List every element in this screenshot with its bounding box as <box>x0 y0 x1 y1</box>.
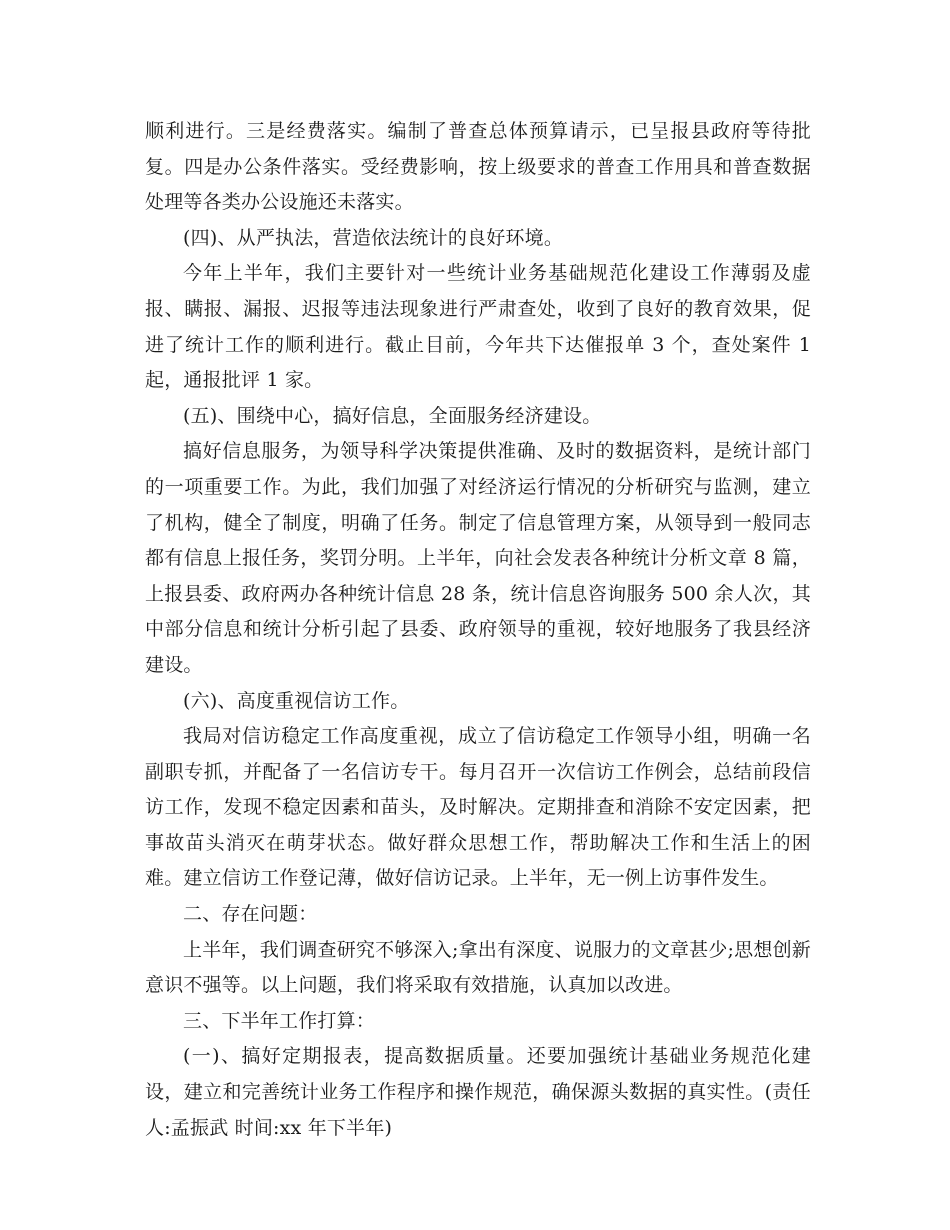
section-heading-5: (五)、围绕中心，搞好信息，全面服务经济建设。 <box>183 404 602 427</box>
paragraph-petition-work: 我局对信访稳定工作高度重视，成立了信访稳定工作领导小组，明确一名副职专抓，并配备了一名信访专干。每月召开一次信访工作例会，总结前段信访工作，发现不稳定因素和苗头，及时解决。定期排查和消除不安定因素，把事故苗头消灭在萌芽状态。做好群众思想工作，帮助解决工作和生活上的困难。建立信访工作登记薄，做好信访记录。上半年，无一例上访事件发生。 <box>145 725 811 890</box>
section-heading-4: (四)、从严执法，营造依法统计的良好环境。 <box>183 226 564 249</box>
paragraph-continuation: 顺利进行。三是经费落实。编制了普查总体预算请示，已呈报县政府等待批复。四是办公条件落实。受经费影响，按上级要求的普查工作用具和普查数据处理等各类办公设施还未落实。 <box>145 120 811 214</box>
paragraph-plan-1: (一)、搞好定期报表，提高数据质量。还要加强统计基础业务规范化建设，建立和完善统计业务工作程序和操作规范，确保源头数据的真实性。(责任人:孟振武 时间:xx 年下半年) <box>145 1045 811 1139</box>
section-heading-6: (六)、高度重视信访工作。 <box>183 689 410 712</box>
paragraph-information-service: 搞好信息服务，为领导科学决策提供准确、及时的数据资料，是统计部门的一项重要工作。为此，我们加强了对经济运行情况的分析研究与监测，建立了机构，健全了制度，明确了任务。制定了信息管理方案，从领导到一般同志都有信息上报任务，奖罚分明。上半年，向社会发表各种统计分析文章 8 篇，上报县委、政府两办各种统计信息 28 条，统计信息咨询服务 500 余人次，其中部分信息和统计分析引起了县委、政府领导的重视，较好地服务了我县经济建设。 <box>145 440 811 676</box>
section-heading-plans: 三、下半年工作打算： <box>183 1009 376 1032</box>
paragraph-problems: 上半年，我们调查研究不够深入;拿出有深度、说服力的文章甚少;思想创新意识不强等。以上问题，我们将采取有效措施，认真加以改进。 <box>145 938 811 997</box>
paragraph-law-enforcement: 今年上半年，我们主要针对一些统计业务基础规范化建设工作薄弱及虚报、瞒报、漏报、迟报等违法现象进行严肃查处，收到了良好的教育效果，促进了统计工作的顺利进行。截止目前，今年共下达催报单 3 个，查处案件 1 起，通报批评 1 家。 <box>145 262 811 392</box>
document-body <box>145 114 811 1146</box>
section-heading-problems: 二、存在问题： <box>183 903 318 926</box>
